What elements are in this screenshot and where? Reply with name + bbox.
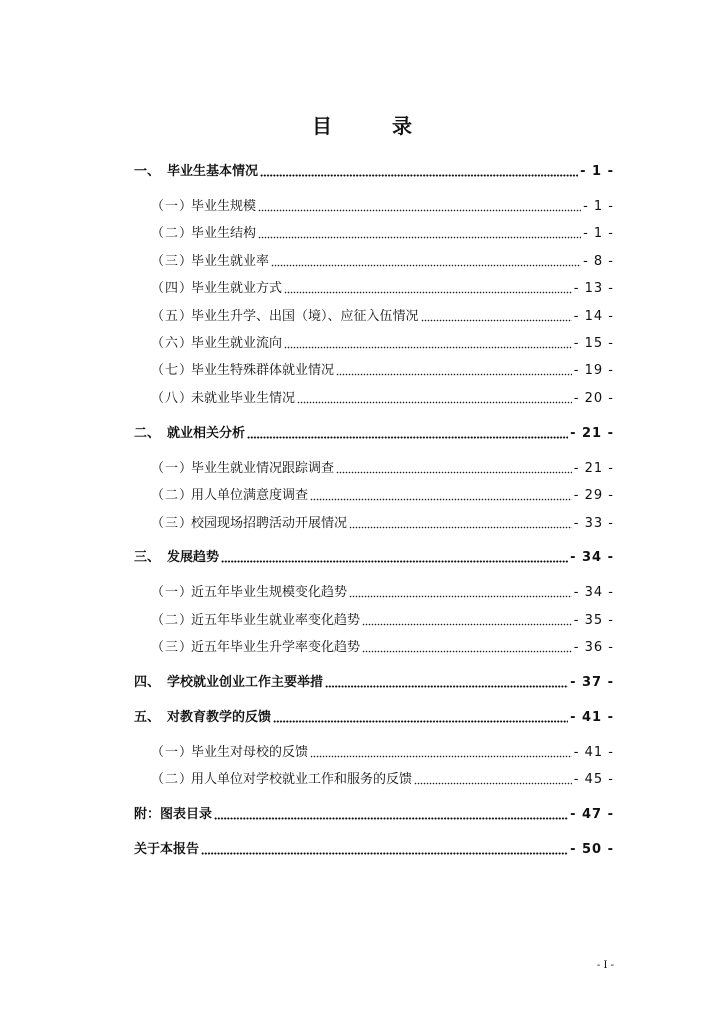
toc-page-ref: - 8 - — [583, 254, 614, 269]
dot-leader — [221, 559, 568, 563]
dot-leader — [336, 470, 572, 474]
toc-number: （二） — [151, 226, 194, 241]
dot-leader — [310, 754, 572, 758]
toc-number: （六） — [151, 336, 194, 351]
toc-number: （二） — [151, 613, 194, 628]
toc-page-ref: - 41 - — [570, 710, 614, 725]
toc-number: （八） — [151, 391, 194, 406]
dot-leader — [284, 290, 572, 294]
toc-label: 发展趋势 — [167, 550, 220, 565]
toc-entry[interactable] — [134, 458, 614, 478]
dot-leader — [258, 208, 581, 212]
toc-entry[interactable] — [134, 672, 614, 692]
dot-leader — [258, 235, 581, 239]
toc-entry[interactable] — [134, 223, 614, 243]
toc-page-ref: - 21 - — [570, 426, 614, 441]
toc-number: 四、 — [134, 675, 161, 690]
toc-entry[interactable] — [134, 251, 614, 271]
dot-leader — [421, 318, 572, 322]
dot-leader — [247, 435, 568, 439]
toc-entry[interactable] — [134, 360, 614, 380]
toc-label: 对教育教学的反馈 — [167, 710, 272, 725]
dot-leader — [201, 851, 568, 855]
toc-entry[interactable] — [134, 423, 614, 443]
dot-leader — [325, 684, 568, 688]
toc-label: 毕业生结构 — [191, 226, 257, 241]
dot-leader — [414, 781, 572, 785]
toc-label: 毕业生就业情况跟踪调查 — [191, 461, 335, 476]
toc-entry[interactable] — [134, 306, 614, 326]
toc-page-ref: - 21 - — [573, 461, 614, 476]
toc-page-ref: - 14 - — [573, 309, 614, 324]
toc-number: （一） — [151, 745, 194, 760]
toc-number: （三） — [151, 254, 194, 269]
toc-page-ref: - 1 - — [583, 226, 614, 241]
toc-page-ref: - 1 - — [580, 164, 614, 179]
toc-page-ref: - 15 - — [573, 336, 614, 351]
toc-label: 毕业生就业方式 — [191, 281, 283, 296]
toc-page-ref: - 29 - — [573, 488, 614, 503]
toc-number: （五） — [151, 309, 194, 324]
toc-number: 五、 — [134, 710, 161, 725]
toc-entry[interactable] — [134, 804, 614, 824]
dot-leader — [362, 622, 572, 626]
toc-label: 就业相关分析 — [167, 426, 246, 441]
toc-label: 近五年毕业生规模变化趋势 — [191, 585, 348, 600]
toc-label: 毕业生升学、出国（境）、应征入伍情况 — [191, 309, 419, 324]
toc-page-ref: - 41 - — [573, 745, 614, 760]
toc-entry[interactable] — [134, 610, 614, 630]
toc-entry[interactable] — [134, 278, 614, 298]
toc-entry[interactable] — [134, 513, 614, 533]
dot-leader — [214, 816, 568, 820]
toc-number: （四） — [151, 281, 194, 296]
toc-label: 附：图表目录 — [134, 807, 213, 822]
toc-entry[interactable] — [134, 485, 614, 505]
toc-label: 未就业毕业生情况 — [191, 391, 296, 406]
toc-entry[interactable] — [134, 333, 614, 353]
toc-label: 毕业生对母校的反馈 — [191, 745, 309, 760]
toc-entry[interactable] — [134, 769, 614, 789]
dot-leader — [362, 649, 572, 653]
toc-label: 用人单位满意度调查 — [191, 488, 309, 503]
toc-page-ref: - 36 - — [573, 640, 614, 655]
toc-label: 毕业生就业流向 — [191, 336, 283, 351]
toc-page-ref: - 34 - — [570, 550, 614, 565]
toc-entry[interactable] — [134, 388, 614, 408]
toc-number: （三） — [151, 640, 194, 655]
toc-page-ref: - 34 - — [573, 585, 614, 600]
toc-entry[interactable] — [134, 196, 614, 216]
toc-number: （一） — [151, 585, 194, 600]
toc-label: 近五年毕业生升学率变化趋势 — [191, 640, 361, 655]
toc-page-ref: - 13 - — [573, 281, 614, 296]
toc-label: 毕业生特殊群体就业情况 — [191, 363, 335, 378]
toc-number: （七） — [151, 363, 194, 378]
toc-number: （一） — [151, 461, 194, 476]
toc-label: 毕业生就业率 — [191, 254, 270, 269]
toc-page-ref: - 50 - — [570, 842, 614, 857]
toc-number: 二、 — [134, 426, 161, 441]
page-title: 目 录 — [312, 114, 432, 138]
dot-leader — [260, 173, 578, 177]
toc-entry[interactable] — [134, 547, 614, 567]
dot-leader — [310, 497, 572, 501]
toc-label: 关于本报告 — [134, 842, 200, 857]
dot-leader — [336, 372, 572, 376]
toc-number: （二） — [151, 488, 194, 503]
toc-page-ref: - 33 - — [573, 516, 614, 531]
toc-page-ref: - 19 - — [573, 363, 614, 378]
toc-entry[interactable] — [134, 582, 614, 602]
toc-page-ref: - 47 - — [570, 807, 614, 822]
toc-entry[interactable] — [134, 161, 614, 181]
toc-entry[interactable] — [134, 839, 614, 859]
toc-label: 学校就业创业工作主要举措 — [167, 675, 324, 690]
dot-leader — [271, 263, 581, 267]
toc-page-ref: - 45 - — [573, 772, 614, 787]
dot-leader — [297, 400, 572, 404]
toc-page-ref: - 35 - — [573, 613, 614, 628]
toc-number: （二） — [151, 772, 194, 787]
toc-number: 三、 — [134, 550, 161, 565]
toc-page-ref: - 37 - — [570, 675, 614, 690]
toc-page-ref: - 20 - — [573, 391, 614, 406]
toc-number: （一） — [151, 199, 194, 214]
toc-label: 毕业生基本情况 — [167, 164, 259, 179]
page-number: - I - — [596, 960, 614, 971]
toc-label: 毕业生规模 — [191, 199, 257, 214]
toc-number: 一、 — [134, 164, 161, 179]
toc-label: 近五年毕业生就业率变化趋势 — [191, 613, 361, 628]
toc-entry[interactable] — [134, 742, 614, 762]
toc-entry[interactable] — [134, 707, 614, 727]
dot-leader — [349, 525, 572, 529]
dot-leader — [349, 594, 572, 598]
toc-entry[interactable] — [134, 637, 614, 657]
toc-number: （三） — [151, 516, 194, 531]
dot-leader — [273, 719, 568, 723]
dot-leader — [284, 345, 572, 349]
toc-label: 用人单位对学校就业工作和服务的反馈 — [191, 772, 413, 787]
toc-page-ref: - 1 - — [583, 199, 614, 214]
toc-label: 校园现场招聘活动开展情况 — [191, 516, 348, 531]
